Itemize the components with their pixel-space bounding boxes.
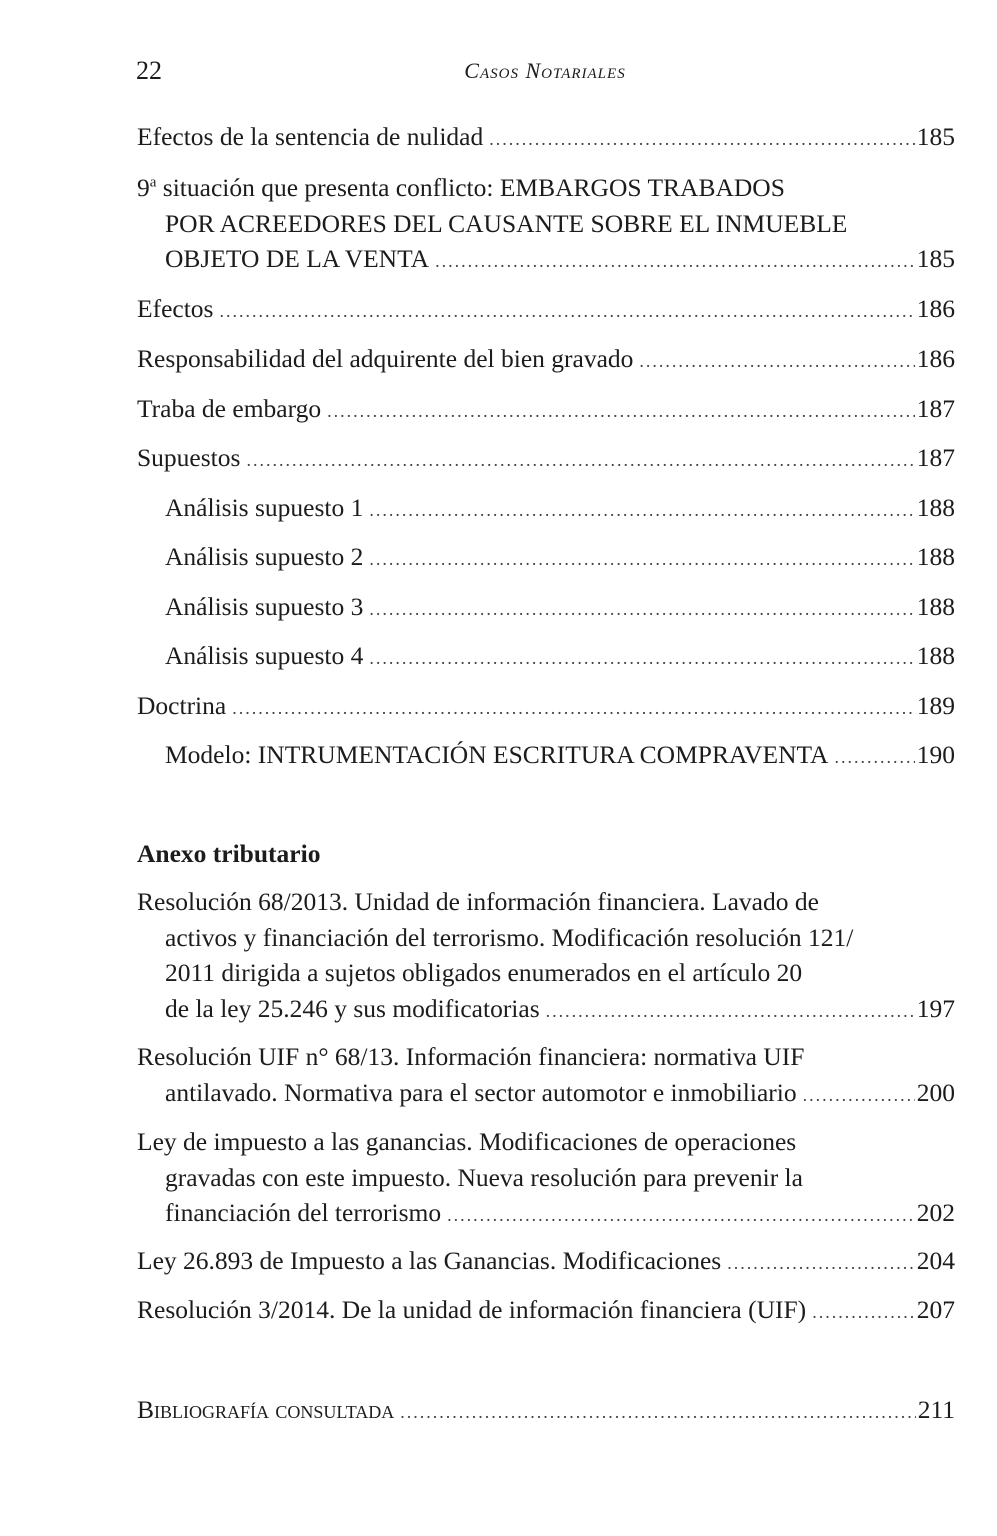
- toc-entry-line: gravadas con este impuesto. Nueva resolución para prevenir la: [165, 1162, 803, 1192]
- toc-page-number: 211: [917, 1395, 955, 1424]
- toc-page-number: 186: [916, 294, 955, 323]
- toc-subentry: [165, 638, 955, 677]
- toc-page-number: 187: [916, 443, 955, 472]
- leader-dots: [369, 592, 914, 628]
- ordinal-number: 9: [137, 173, 150, 202]
- toc-entry-title: Efectos: [137, 294, 214, 323]
- toc-entry-title: Efectos de la sentencia de nulidad: [137, 122, 484, 151]
- leader-dots: [727, 1246, 915, 1282]
- toc-entry-title: Modelo: INTRUMENTACIÓN ESCRITURA COMPRAVENTA: [165, 740, 829, 769]
- toc-entry-title: Análisis supuesto 2: [165, 542, 364, 571]
- toc-entry-title: situación que presenta conflicto: EMBARGOS TRABADOS: [156, 173, 785, 202]
- toc-page-number: 188: [916, 641, 955, 670]
- toc-page-number: 186: [916, 344, 955, 373]
- toc-entry: [137, 119, 955, 158]
- toc-entry: [137, 391, 955, 430]
- leader-dots: [369, 542, 914, 578]
- running-head: Casos Notariales: [464, 58, 626, 83]
- toc-entry: [137, 1039, 955, 1113]
- toc-entry-line: Resolución UIF n° 68/13. Información financiera: normativa UIF: [137, 1042, 805, 1071]
- toc-entry: [137, 291, 955, 330]
- page-number: 22: [136, 56, 162, 85]
- toc-entry-title: Resolución 3/2014. De la unidad de información financiera (UIF): [137, 1295, 807, 1324]
- leader-dots: [219, 294, 914, 330]
- toc-entry: [137, 688, 955, 727]
- leader-dots: [369, 493, 914, 529]
- toc-subentry: [165, 737, 955, 776]
- toc-page-number: 207: [916, 1295, 955, 1324]
- toc-entry: [137, 341, 955, 380]
- leader-dots: [546, 994, 915, 1030]
- toc-entry-title: Análisis supuesto 1: [165, 493, 364, 522]
- toc-entry-title: Traba de embargo: [137, 394, 322, 423]
- leader-dots: [232, 691, 915, 727]
- leader-dots: [812, 1295, 915, 1331]
- toc-entry-line: [137, 170, 955, 206]
- toc-entry-title: financiación del terrorismo: [165, 1198, 442, 1227]
- toc-entry-title: OBJETO DE LA VENTA: [165, 244, 430, 273]
- toc-entry-title: antilavado. Normativa para el sector automotor e inmobiliario: [165, 1077, 797, 1107]
- toc-entry-title: Responsabilidad del adquirente del bien gravado: [137, 344, 634, 373]
- toc-subentry: [165, 589, 955, 628]
- toc-entry-line: Resolución 68/2013. Unidad de información financiera. Lavado de: [137, 887, 819, 916]
- leader-dots: [369, 641, 914, 677]
- toc-entry-title: Ley 26.893 de Impuesto a las Ganancias. Modificaciones: [137, 1246, 722, 1275]
- section-heading: Anexo tributario: [137, 839, 321, 868]
- leader-dots: [327, 394, 915, 430]
- toc-page-number: 185: [916, 244, 955, 273]
- leader-dots: [246, 443, 914, 479]
- toc-entry-line: 2011 dirigida a sujetos obligados enumerados en el artículo 20: [165, 958, 803, 987]
- toc-entry-title: Análisis supuesto 3: [165, 592, 364, 621]
- toc-entry-title: Análisis supuesto 4: [165, 641, 364, 670]
- toc-entry: [137, 884, 955, 1029]
- toc-page-number: 189: [916, 691, 955, 720]
- toc-subentry: [165, 539, 955, 578]
- toc-page-number: 197: [916, 993, 955, 1023]
- toc-entry: [137, 170, 955, 280]
- toc-entry: [137, 440, 955, 479]
- toc-page-number: 188: [916, 592, 955, 621]
- toc-page-number: 187: [916, 394, 955, 423]
- toc-entry: [137, 1243, 955, 1282]
- toc-page-number: 204: [916, 1246, 955, 1275]
- toc-page-number: 202: [916, 1198, 955, 1227]
- leader-dots: [400, 1395, 915, 1431]
- leader-dots: [834, 740, 914, 776]
- toc-entry: [137, 1392, 955, 1431]
- toc-entry-title: Bibliografía consultada: [137, 1395, 395, 1424]
- toc-entry-line: activos y financiación del terrorismo. Modificación resolución 121/: [165, 922, 854, 952]
- toc-page-number: 188: [916, 542, 955, 571]
- toc-entry-line: Ley de impuesto a las ganancias. Modificaciones de operaciones: [137, 1127, 797, 1156]
- toc-entry-title: Supuestos: [137, 443, 241, 472]
- toc-entry-title: Doctrina: [137, 691, 227, 720]
- ordinal-superscript: a: [149, 174, 157, 191]
- toc-page-number: 185: [916, 122, 955, 151]
- leader-dots: [489, 122, 915, 158]
- leader-dots: [639, 344, 914, 380]
- toc-page-number: 200: [916, 1077, 955, 1107]
- toc-page-number: 188: [916, 493, 955, 522]
- toc-entry-title: de la ley 25.246 y sus modificatorias: [165, 993, 540, 1023]
- toc-entry: [137, 1124, 955, 1234]
- leader-dots: [447, 1198, 915, 1234]
- leader-dots: [435, 244, 915, 280]
- leader-dots: [803, 1078, 915, 1114]
- toc-entry-line: POR ACREEDORES DEL CAUSANTE SOBRE EL INMUEBLE: [165, 208, 848, 238]
- toc-page-number: 190: [916, 740, 955, 769]
- toc-subentry: [165, 490, 955, 529]
- toc-entry: [137, 1292, 955, 1331]
